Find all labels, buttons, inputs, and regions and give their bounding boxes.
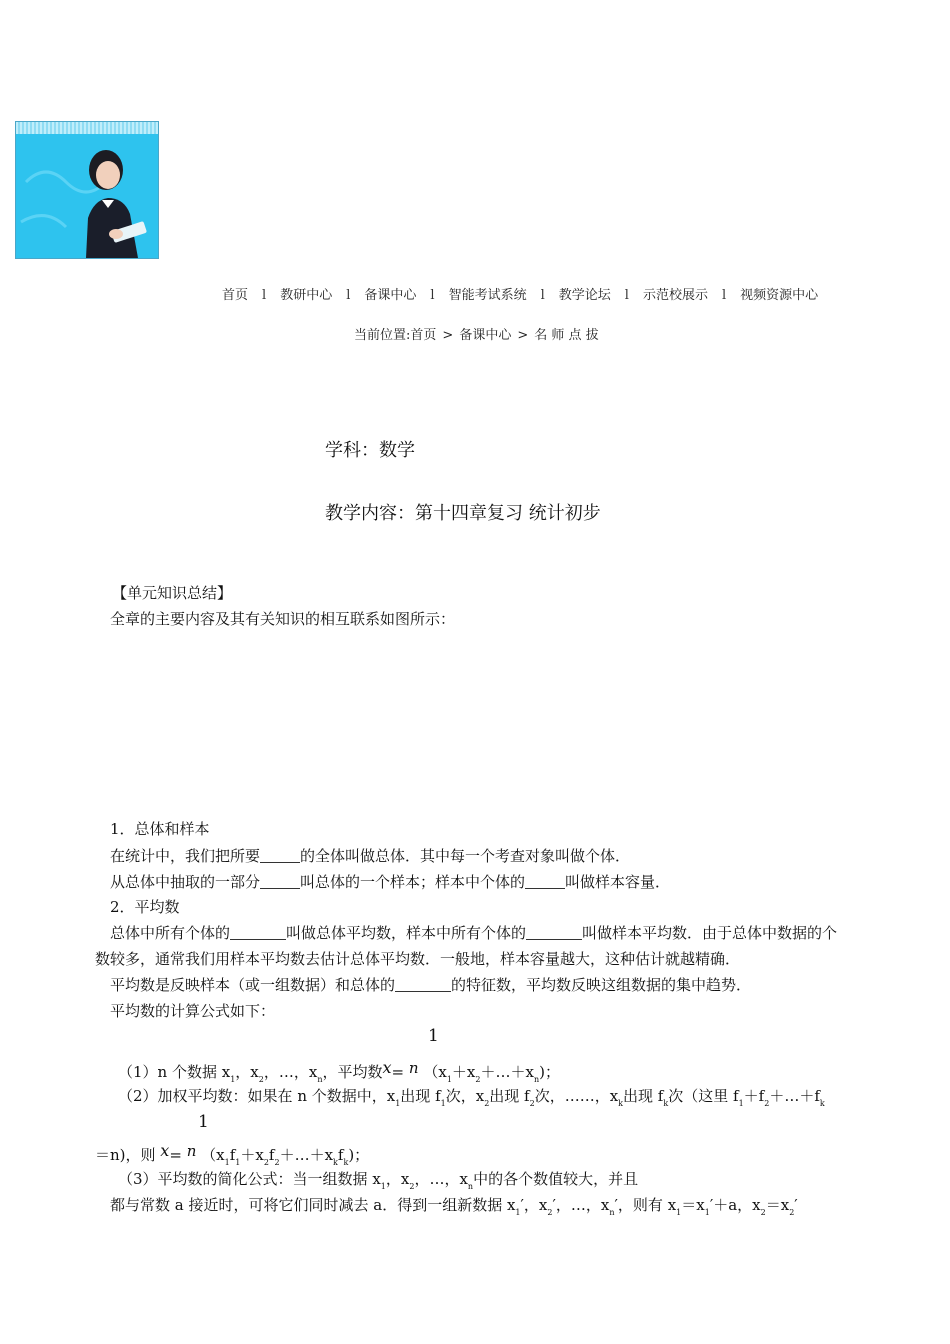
f4-lead: 都与常数 a 接近时，可将它们同时减去 a．得到一组新数据 x [110,1196,516,1214]
section-2-title: 2．平均数 [110,898,180,916]
f2-lead: （2）加权平均数：如果在 n 个数据中，x [118,1087,396,1105]
fill-blank [395,977,451,992]
s2-para-4: 平均数的计算公式如下： [110,1002,276,1020]
nav-model-school[interactable]: 示范校展示 [642,288,708,303]
fraction-numerator: 1 [428,1026,439,1046]
breadcrumb-home[interactable]: 首页 [410,328,437,343]
equals-sign: = [169,1146,182,1164]
breadcrumb-prefix: 当前位置: [354,328,411,343]
nav-separator: l [262,288,267,303]
breadcrumb-separator: > [442,328,454,343]
top-nav [222,284,818,303]
s1-l1b: 的全体叫做总体．其中每一个考查对象叫做个体． [300,847,631,865]
content-title: 教学内容：第十四章复习 统计初步 [325,503,601,524]
fraction-denominator: n [408,1059,419,1077]
formula-2b: ＝n)，则 x= n $(x_1f_1+x_2f_2+\dots+x_kf_k)$； [95,1141,370,1167]
nav-separator: l [346,288,351,303]
s2-para-2: 数较多，通常我们用样本平均数去估计总体平均数．一般地，样本容量越大，这种估计就越精确． [95,950,741,968]
equals-sign: = [391,1063,405,1081]
s2-para-3 [110,974,751,995]
nav-video-center[interactable]: 视频资源中心 [740,288,819,303]
section-1-title: 1．总体和样本 [110,820,210,838]
fill-blank [526,925,582,940]
f1-mid: ，平均数 [322,1063,383,1081]
section-heading: 【单元知识总结】 [112,584,233,602]
fraction-numerator: 1 [198,1112,209,1132]
f2-tail: （这里 f [683,1087,739,1105]
s1-l1a: 在统计中，我们把所要 [110,847,261,865]
fraction-denominator: n [186,1142,197,1160]
formula-1: （1）n 个数据 $x_1$，$x_2$，…，$x_n$，平均数x= n $(x_1+x_2+\dots+x_n)$； [118,1058,560,1084]
fill-blank [260,874,300,889]
nav-separator: l [624,288,629,303]
intro-text: 全章的主要内容及其有关知识的相互联系如图所示： [110,610,456,628]
f2b-lead: ＝n)，则 [95,1146,156,1164]
nav-separator: l [540,288,545,303]
formula-3b: 都与常数 a 接近时，可将它们同时减去 a．得到一组新数据 $x_1'$，$x_2'$，…，$x_n'$，则有 $x_1=x_1'+a$，$x_2=x_2'$ [110,1196,798,1217]
s2-p3a: 平均数是反映样本（或一组数据）和总体的 [110,976,396,994]
breadcrumb-current: 名 师 点 拔 [534,328,599,343]
nav-separator: l [721,288,727,303]
fill-blank [230,925,286,940]
xbar-symbol: x [382,1058,392,1077]
breadcrumb-separator: > [517,328,529,343]
fill-blank [525,874,565,889]
xbar-symbol: x [160,1141,170,1160]
nav-lesson-prep-center[interactable]: 备课中心 [364,288,417,303]
f1-tail: （x [423,1063,447,1081]
s1-l2b: 叫总体的一个样本；样本中个体的 [300,873,526,891]
nav-forum[interactable]: 教学论坛 [558,288,611,303]
s1-line-1 [110,845,630,866]
f4-mid: ，则有 x [617,1196,677,1214]
teacher-photo [15,121,159,259]
formula-2: （2）加权平均数：如果在 n 个数据中，$x_1$出现 $f_1$次，$x_2$出现 $f_2$次，……，$x_k$出现 $f_k$次（这里 $f_1+f_2+\dots+f_k$ [118,1087,825,1108]
nav-separator: l [430,288,435,303]
breadcrumb [354,324,599,343]
breadcrumb-lesson-prep[interactable]: 备课中心 [459,328,512,343]
nav-exam-system[interactable]: 智能考试系统 [448,288,527,303]
s2-para-1 [110,922,837,943]
subject-title: 学科：数学 [325,440,415,461]
s2-p1a: 总体中所有个体的 [110,924,231,942]
f3-tail: 中的各个数值较大，并且 [473,1170,639,1188]
fill-blank [260,848,300,863]
formula-3: （3）平均数的简化公式：当一组数据 $x_1$，$x_2$，…，$x_n$中的各个数值较大，并且 [118,1170,639,1191]
f3-lead: （3）平均数的简化公式：当一组数据 x [118,1170,381,1188]
teacher-illustration [16,122,158,258]
f1-lead: （1）n 个数据 x [118,1063,231,1081]
s1-l2a: 从总体中抽取的一部分 [110,873,261,891]
s2-p1b: 叫做总体平均数，样本中所有个体的 [286,924,527,942]
s2-p3b: 的特征数，平均数反映这组数据的集中趋势． [451,976,752,994]
s1-line-2 [110,871,670,892]
s2-p1c: 叫做样本平均数．由于总体中数据的个 [582,924,838,942]
s1-l2c: 叫做样本容量． [565,873,671,891]
nav-research-center[interactable]: 教研中心 [280,288,333,303]
nav-home[interactable]: 首页 [222,288,249,303]
